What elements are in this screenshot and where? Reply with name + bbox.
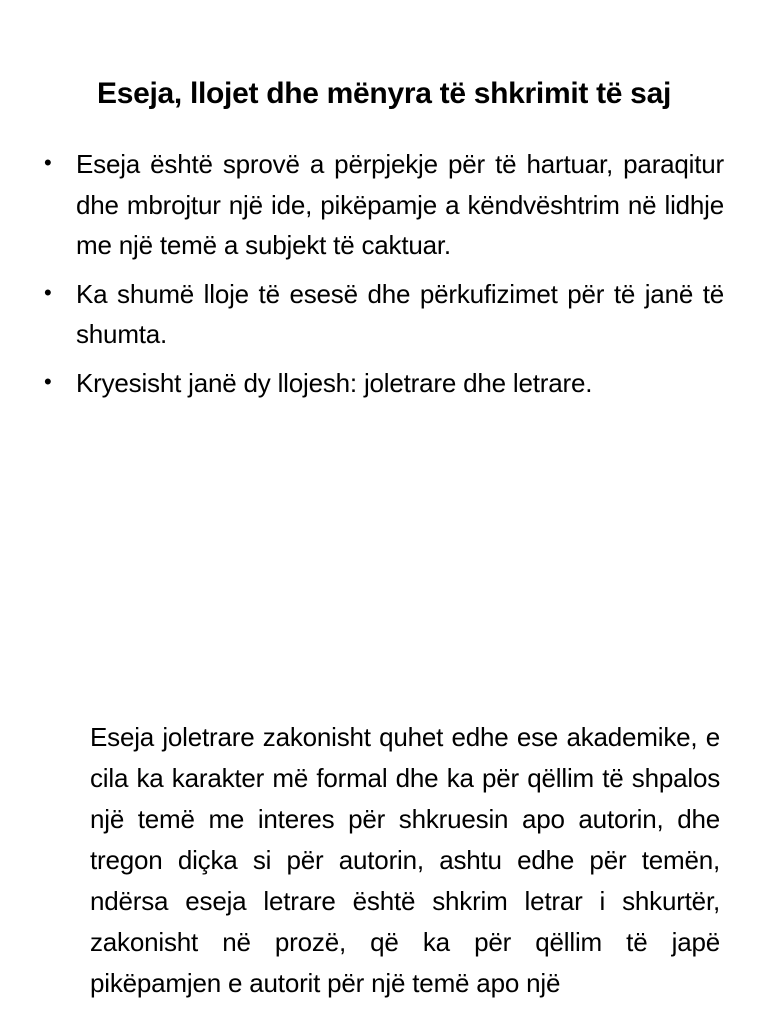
bullet-icon: • bbox=[44, 368, 52, 394]
bullet-list bbox=[44, 144, 724, 411]
bullet-text: Ka shumë lloje të esesë dhe përkufizimet për të janë të shumta. bbox=[76, 278, 724, 349]
bullet-item bbox=[44, 274, 724, 355]
essay-paragraph: Eseja joletrare zakonisht quhet edhe ese akademike, e cila ka karakter më formal dhe ka për qëllim të shpalos një temë me interes për shkruesin apo autorin, dhe tregon diçka si për autorin, ashtu edhe për temën, ndërsa eseja letrare është shkrim letrar i shkurtër, zakonisht në prozë, që ka për qëllim të japë pikëpamjen e autorit për një temë apo një bbox=[90, 722, 720, 998]
bullet-text: Eseja është sprovë a përpjekje për të hartuar, paraqitur dhe mbrojtur një ide, pikëpamje a këndvështrim në lidhje me një temë a subjekt të caktuar. bbox=[76, 149, 724, 260]
bullet-text: Kryesisht janë dy llojesh: joletrare dhe letrare. bbox=[76, 367, 593, 398]
slide-title: Eseja, llojet dhe mënyra të shkrimit të saj bbox=[96, 77, 671, 111]
bullet-item bbox=[44, 144, 724, 266]
bullet-icon: • bbox=[44, 279, 52, 305]
bullet-icon: • bbox=[44, 150, 52, 175]
bullet-item bbox=[44, 363, 724, 404]
